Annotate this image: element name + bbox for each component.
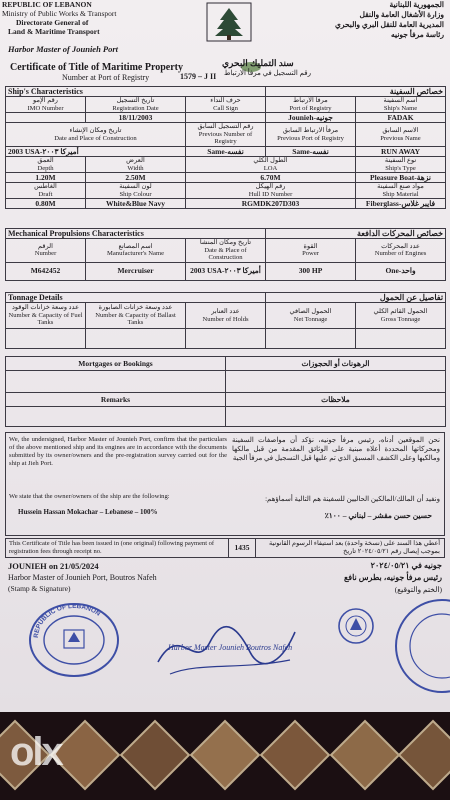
- cell-label: Registration Date: [112, 104, 159, 112]
- cell-label: عدد العنابر: [211, 307, 240, 315]
- hull-id-value: RGMDK207D303: [186, 199, 356, 209]
- issued-ar: أعطي هذا السند على (نسخة واحدة) بعد استيفاء الرسوم القانونية بموجب إيصال رقم ٢٠٢٤/٠٥/٢١ تاريخ: [268, 540, 440, 555]
- registration-date-value: 18/11/2003: [86, 113, 186, 123]
- gross-tonnage-label: [356, 303, 446, 329]
- svg-text:REPUBLIC OF LEBANON: REPUBLIC OF LEBANON: [32, 602, 102, 639]
- statement-ar: نحن الموقعين أدناه، رئيس مرفأ جونيه، نؤكد أن مواصفات السفينة ومحركاتها المحددة أعلاه مبنية على الوثائق المقدمة من قبل مالكها ومالكيها وعلى الكشف المسبق الذي تم عليها قبل التسجيل في مرفأ الجية: [232, 436, 440, 462]
- cell-label: Ship Material: [382, 190, 419, 198]
- watermark-logo: olx: [10, 730, 62, 774]
- prev-port-label: [266, 123, 356, 147]
- stamp-signature-label: (Stamp & Signature): [8, 584, 71, 593]
- stamp-signature-label-ar: (الختم والتوقيع): [394, 585, 442, 594]
- cell-label: Number & Capacity of Fuel Tanks: [8, 311, 83, 327]
- imo-value: [6, 113, 86, 123]
- ship-section-title: Ship's Characteristics: [6, 87, 266, 97]
- cell-label: مرفأ الارتباط: [293, 97, 328, 104]
- cell-label: Call Sign: [213, 104, 238, 112]
- call-sign-label: [186, 97, 266, 113]
- loa-label: [186, 156, 356, 172]
- cell-label: رقم الإمو: [33, 97, 58, 104]
- construction-value: 2003 USA-أميركا ٢٠٠٣: [6, 146, 186, 156]
- draft-value: 0.80M: [6, 199, 86, 209]
- cell-label: الحمول القائم الكلي: [373, 307, 428, 315]
- engines-count-label: [356, 239, 446, 263]
- power-value: 300 HP: [266, 262, 356, 280]
- cell-label: رقم التسجيل السابق: [197, 123, 254, 131]
- prev-number-label: [186, 123, 266, 147]
- material-value: Fiberglass-فايبر غلاس: [356, 199, 446, 209]
- engines-count-value: One-واحد: [356, 262, 446, 280]
- ship-type-value: Pleasure Boat-نزهة: [356, 173, 446, 183]
- remarks-content: [6, 407, 226, 427]
- mortgages-remarks-table: [5, 356, 446, 427]
- cell-label: Manufacturer's Name: [106, 250, 165, 258]
- tonnage-section-title-ar: تفاصيل عن الحمول: [266, 293, 446, 303]
- cedar-emblem-icon: [206, 2, 252, 42]
- tonnage-section-title: Tonnage Details: [6, 293, 266, 303]
- manufacturer-label: [86, 239, 186, 263]
- cell-label: تاريخ ومكان الإنشاء: [69, 126, 122, 134]
- cell-label: اسم السفينة: [383, 97, 418, 104]
- cell-label: Net Tonnage: [293, 315, 328, 323]
- ship-name-label: [356, 97, 446, 113]
- certificate-title-ar: سند التمليك البحري: [222, 58, 294, 68]
- tile: [330, 720, 401, 791]
- gross-tonnage-value: [356, 329, 446, 349]
- receipt-number: 1435: [228, 539, 256, 557]
- round-stamp-right-icon: [392, 596, 450, 696]
- cell-label: IMO Number: [27, 104, 64, 112]
- cell-label: العرض: [126, 156, 145, 164]
- loa-value: 6.70M: [186, 173, 356, 183]
- cell-label: رقم الهيكل: [255, 183, 286, 191]
- remarks-content-ar: [226, 407, 446, 427]
- cell-label: القوة: [303, 242, 318, 250]
- mortgages-content: [6, 371, 226, 393]
- port-registry-label: [266, 97, 356, 113]
- cell-label: LOA: [263, 164, 278, 172]
- fuel-tanks-value: [6, 329, 86, 349]
- statement-en: We, the undersigned, Harbor Master of Jounieh Port, confirm that the particulars of the above mentioned ship and its engines are in accordance with the documents submitted by its owner/owners and the pre-registration survey carried out for the ship at Jieh Port.: [9, 436, 227, 467]
- header-ar-republic: الجمهورية اللبنانية: [389, 0, 444, 9]
- cell-label: Ship's Type: [385, 164, 416, 172]
- mortgages-content-ar: [226, 371, 446, 393]
- cell-label: Number of Engines: [374, 250, 427, 258]
- engine-number-value: M642452: [6, 262, 86, 280]
- cell-label: Number of Holds: [202, 315, 249, 323]
- cell-label: Hull ID Number: [248, 190, 293, 198]
- issued-en: This Certificate of Title has been issued in (one original) following payment of registration fees through receipt no.: [9, 540, 215, 555]
- tonnage-table: [5, 292, 446, 349]
- ship-type-label: [356, 156, 446, 172]
- ship-section-title-ar: خصائص السفينة: [266, 87, 446, 97]
- cell-label: مواد صنع السفينة: [377, 183, 424, 191]
- prev-name-label: [356, 123, 446, 147]
- mortgages-label-ar: الرهونات أو الحجوزات: [226, 357, 446, 371]
- issued-row: [5, 538, 445, 558]
- width-label: [86, 156, 186, 172]
- cell-label: تاريخ ومكان المنشأ: [199, 239, 252, 246]
- port-registry-value: Jounieh-جونيه: [266, 113, 356, 123]
- statement-box: [5, 432, 445, 536]
- header-ar-ministry: وزارة الأشغال العامة والنقل: [359, 10, 444, 19]
- cell-label: عدد المحركات: [381, 242, 420, 250]
- cell-label: Date & Place of Construction: [204, 246, 247, 262]
- header-ministry: Ministry of Public Works & Transport: [2, 9, 117, 18]
- svg-text:Harbor Master Jounieh Boutros: Harbor Master Jounieh Boutros Nafeh: [168, 643, 293, 652]
- cell-label: اسم المصانع: [118, 242, 153, 250]
- header-land-maritime: Land & Maritime Transport: [8, 27, 100, 36]
- cell-label: نوع السفينة: [384, 156, 417, 164]
- cell-label: الاسم السابق: [382, 126, 419, 134]
- call-sign-value: [186, 113, 266, 123]
- owner-en: Hussein Hassan Mokachar – Lebanese – 100%: [18, 508, 158, 516]
- net-tonnage-label: [266, 303, 356, 329]
- engine-construction-value: 2003 USA-أميركا ٢٠٠٣: [186, 262, 266, 280]
- cell-label: Previous Number of Registry: [198, 130, 253, 146]
- width-value: 2.50M: [86, 173, 186, 183]
- cell-label: Number: [34, 250, 57, 258]
- imo-label: [6, 97, 86, 113]
- colour-label: [86, 183, 186, 199]
- tile: [120, 720, 191, 791]
- place-date-ar: جونيه في ٢٠٢٤/٠٥/٢١: [370, 561, 442, 570]
- cell-label: تاريخ التسجيل: [116, 97, 155, 104]
- prev-name-value: RUN AWAY: [356, 146, 446, 156]
- cell-label: Number & Capacity of Ballast Tanks: [95, 311, 176, 327]
- fuel-tanks-label: [6, 303, 86, 329]
- mech-section-title-ar: خصائص المحركات الدافعة: [266, 229, 446, 239]
- cell-label: Date and Place of Construction: [54, 134, 137, 142]
- place-date: JOUNIEH on 21/05/2024: [8, 561, 99, 571]
- tile: [190, 720, 261, 791]
- hull-id-label: [186, 183, 356, 199]
- cell-label: Previous Name: [380, 134, 421, 142]
- colour-value: White&Blue Navy: [86, 199, 186, 209]
- signature-icon: [150, 612, 300, 682]
- header-ar-directorate: المديرية العامة للنقل البري والبحري: [334, 20, 444, 29]
- owner-ar: حسين حسن مقشر – لبناني – ١٠٠٪: [324, 511, 432, 520]
- registration-date-label: [86, 97, 186, 113]
- header-directorate: Directorate General of: [16, 18, 89, 27]
- prev-number-value: Same-نفسه: [186, 146, 266, 156]
- prev-port-value: Same-نفسه: [266, 146, 356, 156]
- cell-label: مرفأ الارتباط السابق: [282, 126, 339, 134]
- number-at-port-value: 1579 – J II: [180, 72, 217, 81]
- engine-number-label: [6, 239, 86, 263]
- cell-label: Power: [302, 250, 319, 258]
- mechanical-propulsion-table: [5, 228, 446, 281]
- remarks-label: Remarks: [6, 393, 226, 407]
- signatory-ar: رئيس مرفأ جونيه، بطرس نافع: [344, 573, 442, 582]
- cell-label: الرقم: [37, 242, 54, 250]
- ship-name-value: FADAK: [356, 113, 446, 123]
- header-ar-port: رئاسة مرفأ جونيه: [391, 30, 444, 39]
- draft-label: [6, 183, 86, 199]
- manufacturer-value: Mercruiser: [86, 262, 186, 280]
- construction-label: [6, 123, 186, 147]
- official-stamp-icon: [26, 600, 122, 680]
- background-surface: [0, 712, 450, 800]
- cell-label: Gross Tonnage: [380, 315, 421, 323]
- ballast-tanks-label: [86, 303, 186, 329]
- cell-label: Ship Colour: [119, 190, 152, 198]
- depth-value: 1.20M: [6, 173, 86, 183]
- signatory: Harbor Master of Jounieh Port, Boutros Nafeh: [8, 573, 157, 582]
- cell-label: الحمول الصافي: [289, 307, 332, 315]
- holds-value: [186, 329, 266, 349]
- power-label: [266, 239, 356, 263]
- ballast-tanks-value: [86, 329, 186, 349]
- header-republic: REPUBLIC OF LEBANON: [2, 0, 92, 9]
- certificate-title: Certificate of Title of Maritime Property: [10, 62, 183, 73]
- tile: [398, 720, 450, 791]
- small-seal-icon: [336, 606, 376, 646]
- cell-label: Width: [127, 164, 144, 172]
- material-label: [356, 183, 446, 199]
- depth-label: [6, 156, 86, 172]
- cell-label: Ship's Name: [383, 104, 418, 112]
- holds-label: [186, 303, 266, 329]
- cell-label: العمق: [37, 156, 54, 164]
- mech-section-title: Mechanical Propulsions Characteristics: [6, 229, 266, 239]
- cell-label: الطول الكلي: [253, 156, 288, 164]
- statement-ar-owners: ونفيد أن المالك/المالكين الحاليين للسفينة هم التالية أسماؤهم:: [265, 495, 440, 503]
- engine-construction-label: [186, 239, 266, 263]
- cell-label: الغاطس: [34, 183, 57, 191]
- cell-label: Previous Port of Registry: [277, 134, 344, 142]
- cell-label: حرف النداء: [210, 97, 241, 104]
- harbor-master-heading: Harbor Master of Jounieh Port: [8, 44, 119, 54]
- net-tonnage-value: [266, 329, 356, 349]
- mortgages-label: Mortgages or Bookings: [6, 357, 226, 371]
- cell-label: عدد وسعة خزانات الصابورة: [98, 304, 173, 312]
- remarks-label-ar: ملاحظات: [226, 393, 446, 407]
- cell-label: لون السفينة: [119, 183, 152, 191]
- cell-label: عدد وسعة خزانات الوقود: [11, 304, 80, 312]
- number-at-port-label: Number at Port of Registry: [62, 73, 150, 82]
- ship-characteristics-table: [5, 86, 446, 209]
- cell-label: Draft: [38, 190, 53, 198]
- number-at-port-label-ar: رقم التسجيل في مرفأ الارتباط: [224, 69, 312, 77]
- tile: [260, 720, 331, 791]
- statement-en-owners: We state that the owner/owners of the ship are the following:: [9, 493, 170, 500]
- cell-label: Port of Registry: [289, 104, 332, 112]
- cell-label: Depth: [37, 164, 54, 172]
